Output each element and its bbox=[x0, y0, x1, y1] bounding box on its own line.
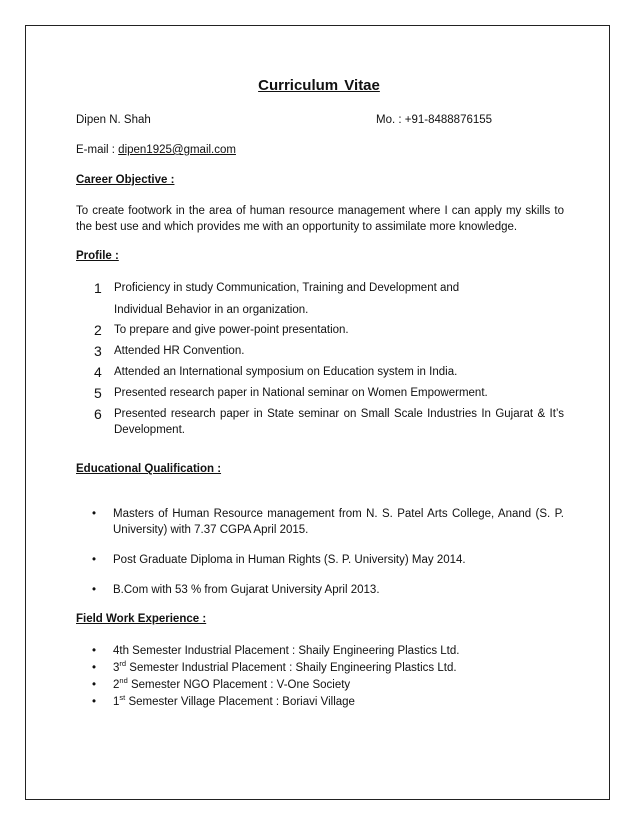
bullet-icon: • bbox=[92, 679, 97, 691]
item-text: Masters of Human Resource management from N. S. Patel Arts College, Anand (S. P. University) with 7.37 CGPA April 2015. bbox=[113, 508, 564, 536]
item-number: 3 bbox=[94, 343, 102, 359]
item-text-line2: Individual Behavior in an organization. bbox=[114, 304, 309, 316]
career-objective-text: To create footwork in the area of human resource management where I can apply my skills to the best use and which provides me with an opportunity to assimilate more knowledge. bbox=[76, 205, 564, 233]
bullet-icon: • bbox=[92, 696, 97, 708]
profile-item bbox=[94, 364, 564, 383]
profile-item bbox=[94, 406, 564, 438]
page-title: Curriculum Vitae bbox=[258, 77, 380, 94]
item-text: Presented research paper in National seminar on Women Empowerment. bbox=[114, 387, 488, 399]
email-link[interactable]: dipen1925@gmail.com bbox=[118, 144, 236, 156]
ordinal-number: 3 bbox=[113, 662, 120, 674]
ordinal-suffix: rd bbox=[119, 659, 127, 669]
mobile-number: Mo. : +91-8488876155 bbox=[376, 114, 493, 126]
item-number: 1 bbox=[94, 280, 102, 296]
item-number: 6 bbox=[94, 406, 102, 422]
bullet-icon: • bbox=[92, 584, 97, 596]
career-objective-heading: Career Objective : bbox=[76, 174, 175, 186]
bullet-icon: • bbox=[92, 554, 97, 566]
ordinal-number: 1 bbox=[113, 696, 120, 708]
ordinal-suffix: nd bbox=[119, 676, 128, 686]
bullet-icon: • bbox=[92, 662, 97, 674]
item-text: Attended HR Convention. bbox=[114, 345, 245, 357]
item-text: To prepare and give power-point presentation. bbox=[114, 324, 349, 336]
item-text: Presented research paper in State seminar on Small Scale Industries In Gujarat & It’s Development. bbox=[114, 408, 564, 436]
item-text: Attended an International symposium on Education system in India. bbox=[114, 366, 458, 378]
education-item bbox=[92, 582, 564, 598]
candidate-name: Dipen N. Shah bbox=[76, 114, 151, 126]
field-work-item bbox=[92, 643, 564, 659]
ordinal-suffix: st bbox=[119, 693, 126, 703]
education-heading: Educational Qualification : bbox=[76, 463, 222, 475]
bullet-icon: • bbox=[92, 645, 97, 657]
item-number: 4 bbox=[94, 364, 102, 380]
education-item bbox=[92, 552, 564, 568]
profile-item bbox=[94, 322, 564, 341]
email-label: E-mail : bbox=[76, 144, 119, 156]
bullet-icon: • bbox=[92, 508, 97, 520]
item-text: Semester Industrial Placement : Shaily Engineering Plastics Ltd. bbox=[126, 662, 457, 674]
item-number: 2 bbox=[94, 322, 102, 338]
item-text: B.Com with 53 % from Gujarat University April 2013. bbox=[113, 584, 380, 596]
field-work-item bbox=[92, 677, 564, 693]
item-text: Semester NGO Placement : V-One Society bbox=[127, 679, 351, 691]
education-item bbox=[92, 506, 564, 538]
email-line bbox=[76, 142, 236, 158]
item-text: Post Graduate Diploma in Human Rights (S. P. University) May 2014. bbox=[113, 554, 466, 566]
item-text: Semester Village Placement : Boriavi Village bbox=[125, 696, 355, 708]
profile-item bbox=[94, 385, 564, 404]
ordinal-number: 2 bbox=[113, 679, 120, 691]
field-work-item bbox=[92, 694, 564, 710]
profile-item bbox=[94, 280, 564, 321]
field-work-item bbox=[92, 660, 564, 676]
item-text: 4th Semester Industrial Placement : Shaily Engineering Plastics Ltd. bbox=[113, 645, 460, 657]
field-work-heading: Field Work Experience : bbox=[76, 613, 207, 625]
profile-heading: Profile : bbox=[76, 250, 119, 262]
profile-item bbox=[94, 343, 564, 362]
item-number: 5 bbox=[94, 385, 102, 401]
item-text-line1: Proficiency in study Communication, Training and Development and bbox=[114, 282, 460, 294]
